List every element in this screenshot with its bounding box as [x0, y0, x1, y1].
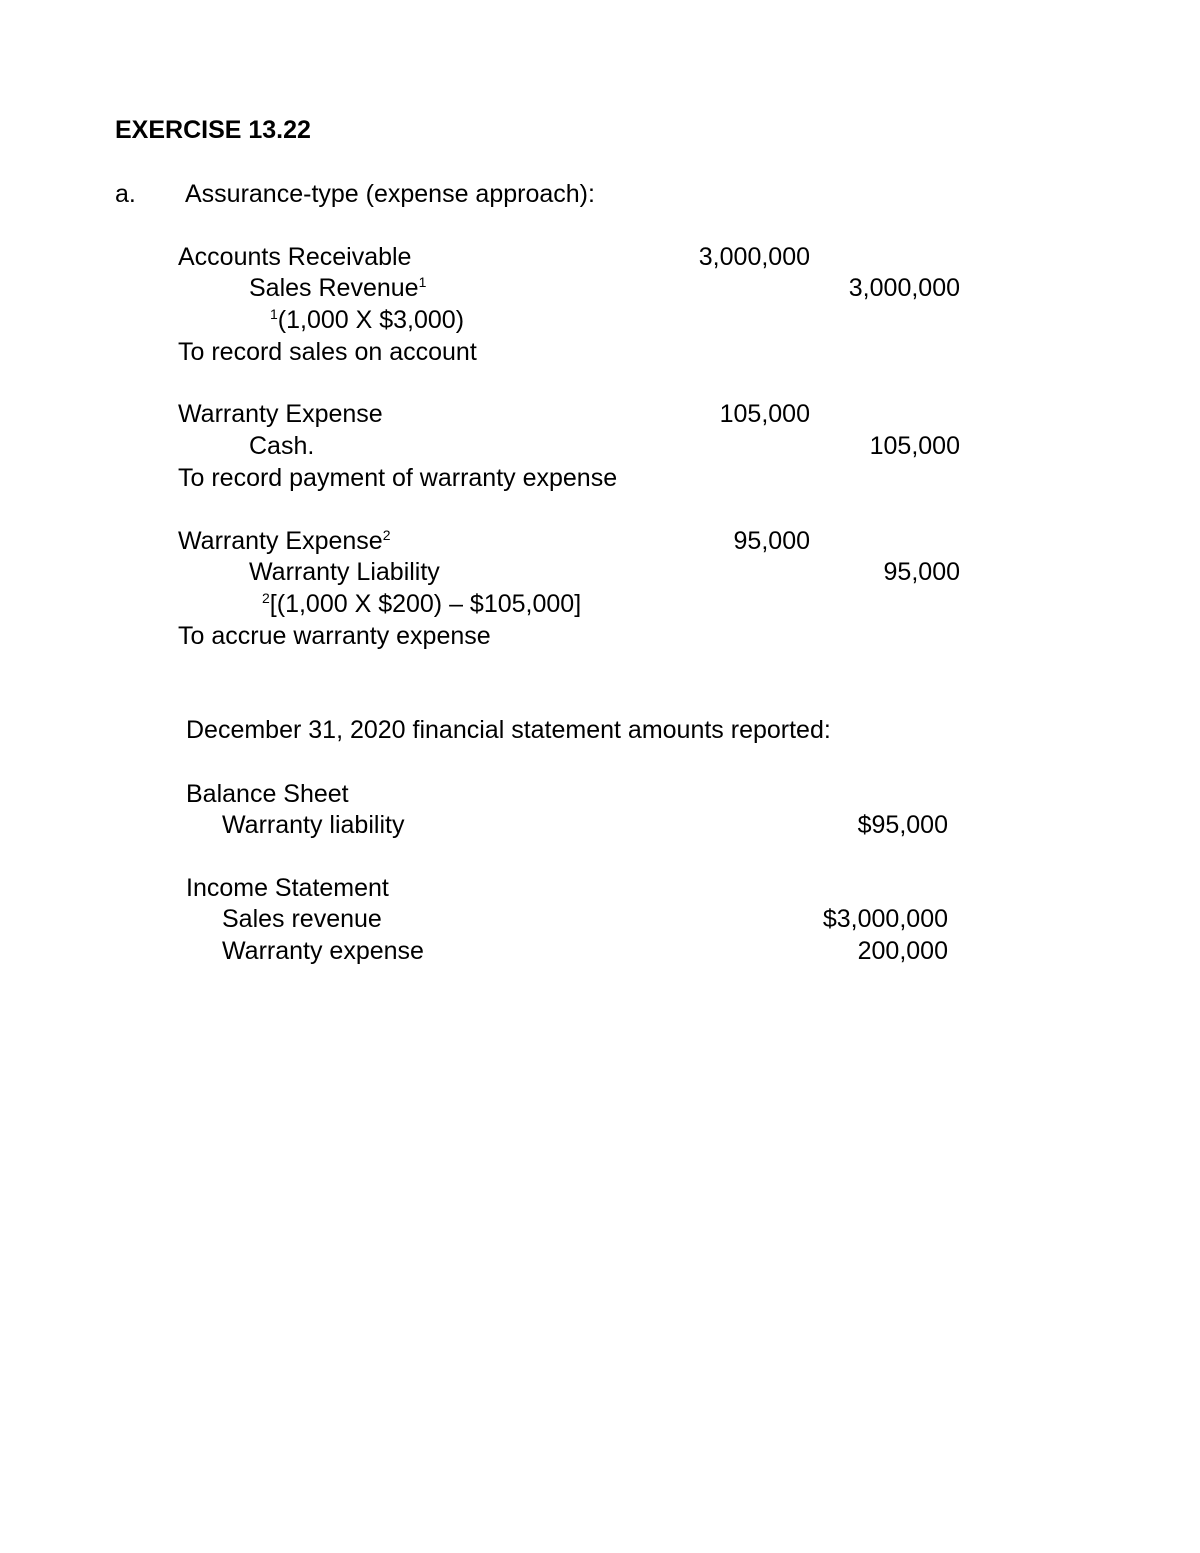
entry-3-explanation: To accrue warranty expense: [178, 622, 491, 650]
fs-heading: December 31, 2020 financial statement amounts reported:: [186, 716, 831, 744]
exercise-title: EXERCISE 13.22: [115, 116, 311, 144]
income-statement-heading: Income Statement: [186, 874, 389, 902]
footnote-ref-1: 1: [418, 274, 427, 290]
footnote-mark-1: 1: [270, 306, 278, 322]
entry-3-debit-account: Warranty Expense$^2$: [178, 527, 391, 555]
entry-1-credit-amount: 3,000,000: [848, 274, 960, 302]
entry-2-debit-account: Warranty Expense: [178, 400, 383, 428]
is-item-label: Sales revenue: [222, 905, 382, 933]
bs-item-label: Warranty liability: [222, 811, 405, 839]
entry-1-debit-account: Accounts Receivable: [178, 243, 412, 271]
entry-2-debit-amount: 105,000: [719, 400, 810, 428]
balance-sheet-heading: Balance Sheet: [186, 780, 349, 808]
entry-1-explanation: To record sales on account: [178, 338, 477, 366]
is-item-amount: $3,000,000: [822, 905, 948, 933]
footnote-mark-2: 2: [262, 590, 270, 606]
bs-item-amount: $95,000: [857, 811, 948, 839]
entry-2-credit-amount: 105,000: [869, 432, 960, 460]
is-item-label: Warranty expense: [222, 937, 424, 965]
entry-3-credit-account: Warranty Liability: [249, 558, 440, 586]
entry-1-debit-amount: 3,000,000: [698, 243, 810, 271]
entry-2-credit-account: Cash.: [249, 432, 315, 460]
entry-3-credit-amount: 95,000: [883, 558, 960, 586]
entry-3-debit-amount: 95,000: [733, 527, 810, 555]
entry-1-credit-account: Sales Revenue$^1$: [249, 274, 427, 302]
part-a-marker: a.: [115, 180, 136, 208]
is-item-amount: 200,000: [857, 937, 948, 965]
entry-1-footnote: $^1$(1,000 X $3,000): [270, 306, 465, 334]
entry-3-footnote: $^2$[(1,000 X $200) – $105,000]: [262, 590, 582, 618]
part-a-heading: Assurance-type (expense approach):: [185, 180, 595, 208]
entry-2-explanation: To record payment of warranty expense: [178, 464, 618, 492]
footnote-ref-2: 2: [382, 527, 391, 543]
